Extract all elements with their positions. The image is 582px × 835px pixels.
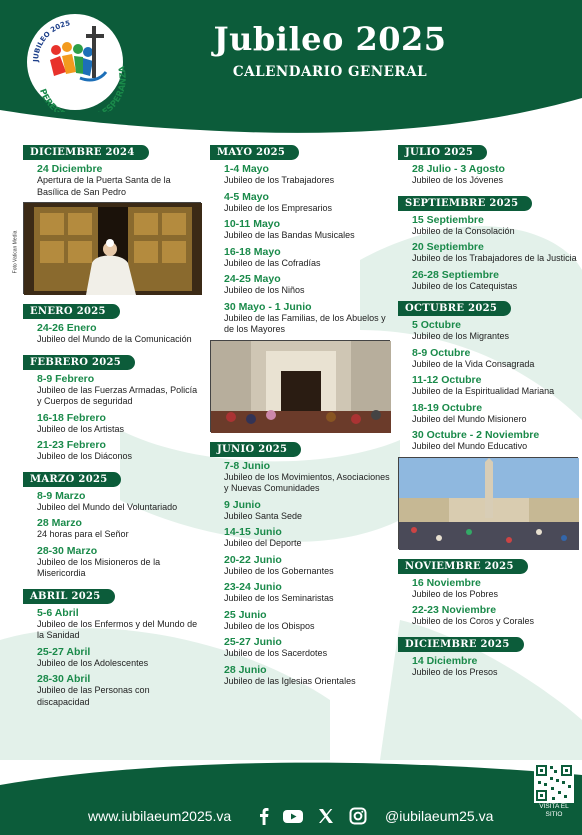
instagram-icon[interactable] [348, 806, 368, 826]
event-description: Jubileo de los Niños [224, 285, 305, 295]
event-date: 16-18 Mayo [224, 245, 281, 258]
event-item [37, 517, 201, 541]
event-item [37, 322, 201, 346]
event-item [37, 545, 201, 580]
month-header: MARZO 2025 [23, 472, 121, 487]
month-header: NOVIEMBRE 2025 [398, 559, 528, 574]
event-item [412, 577, 578, 601]
event-description: Jubileo de los Movimientos, Asociaciones y Nuevas Comunidades [224, 471, 390, 493]
event-item [412, 241, 578, 265]
event-date: 30 Octubre - 2 Noviembre [412, 429, 540, 441]
event-description: Jubileo de los Coros y Corales [412, 616, 535, 626]
event-date: 4-5 Mayo [224, 190, 269, 203]
month-header: DICIEMBRE 2024 [23, 145, 149, 160]
event-date: 28 Julio - 3 Agosto [412, 163, 505, 175]
event-description: Jubileo de las Cofradías [224, 257, 321, 268]
event-date: 14 Diciembre [412, 654, 478, 667]
event-date: 14-15 Junio [224, 526, 282, 538]
event-date: 8-9 Octubre [412, 346, 471, 359]
event-item [224, 273, 390, 297]
event-date: 20 Septiembre [412, 241, 484, 253]
event-description: Jubileo de los Trabajadores de la Justicia [412, 253, 577, 263]
event-date: 28 Marzo [37, 517, 82, 529]
month-header: DICIEMBRE 2025 [398, 637, 524, 652]
event-item [224, 460, 390, 495]
event-date: 26-28 Septiembre [412, 268, 499, 281]
visit-line-2: SITIO [545, 811, 563, 818]
event-item [224, 191, 390, 215]
event-item [412, 319, 578, 343]
event-item [224, 301, 390, 336]
event-date: 24-25 Mayo [224, 273, 281, 285]
event-date: 9 Junio [224, 498, 261, 511]
photo-st-peters-square [398, 457, 578, 549]
event-description: Jubileo de los Obispos [224, 620, 315, 631]
event-item [224, 664, 390, 688]
event-item [224, 636, 390, 660]
event-description: Jubileo del Mundo Educativo [412, 441, 528, 451]
event-description: Jubileo de los Seminaristas [224, 593, 334, 603]
event-item [37, 163, 201, 198]
event-description: Jubileo de los Artistas [37, 423, 125, 434]
event-item [37, 673, 201, 708]
event-date: 23-24 Junio [224, 581, 282, 593]
event-description: Apertura de la Puerta Santa de la Basílica de San Pedro [37, 175, 171, 197]
event-item [412, 374, 578, 398]
event-description: Jubileo de las Personas con discapacidad [37, 685, 150, 707]
event-description: Jubileo de los Gobernantes [224, 565, 334, 576]
page-subtitle: CALENDARIO GENERAL [232, 64, 428, 80]
event-item [412, 429, 578, 453]
event-description: Jubileo de la Consolación [412, 225, 515, 236]
event-description: Jubileo de los Jóvenes [412, 175, 504, 185]
photo-holy-door [12, 202, 201, 294]
event-date: 1-4 Mayo [224, 163, 269, 175]
event-item [412, 214, 578, 238]
event-description: Jubileo de los Enfermos y del Mundo de la Sanidad [37, 618, 198, 640]
month-header: MAYO 2025 [210, 145, 299, 160]
event-date: 16-18 Febrero [37, 411, 106, 424]
event-date: 11-12 Octubre [412, 374, 482, 386]
event-date: 15 Septiembre [412, 213, 484, 226]
column-3 [398, 140, 578, 682]
event-date: 20-22 Junio [224, 553, 282, 566]
event-item [37, 373, 201, 408]
event-date: 24 Diciembre [37, 163, 103, 175]
event-date: 8-9 Marzo [37, 489, 86, 502]
event-date: 21-23 Febrero [37, 439, 106, 451]
facebook-icon[interactable] [254, 806, 274, 826]
event-date: 5-6 Abril [37, 606, 79, 619]
event-description: Jubileo de los Adolescentes [37, 657, 149, 668]
event-date: 18-19 Octubre [412, 401, 483, 414]
event-description: Jubileo del Mundo de la Comunicación [37, 334, 192, 344]
event-item [224, 581, 390, 605]
event-item [37, 412, 201, 436]
event-date: 22-23 Noviembre [412, 604, 497, 616]
event-item [412, 604, 578, 628]
youtube-icon[interactable] [282, 806, 304, 826]
social-handle[interactable]: @iubilaeum25.va [385, 808, 494, 824]
event-item [224, 218, 390, 242]
event-description: Jubileo de los Misioneros de la Misericordia [37, 556, 161, 578]
event-item [412, 655, 578, 679]
photo-credit: Foto Vatican Media [12, 230, 19, 274]
qr-code-icon[interactable] [534, 763, 574, 803]
event-item [37, 607, 201, 642]
event-description: Jubileo de los Migrantes [412, 331, 510, 341]
event-date: 25-27 Junio [224, 636, 282, 648]
event-item [224, 163, 390, 187]
month-header: ABRIL 2025 [23, 589, 115, 604]
event-date: 8-9 Febrero [37, 372, 95, 385]
month-header: ENERO 2025 [23, 304, 120, 319]
event-date: 28 Junio [224, 663, 267, 676]
visit-site-label [528, 803, 580, 819]
event-item [37, 439, 201, 463]
event-description: Jubileo de las Familias, de los Abuelos y de los Mayores [224, 312, 386, 334]
event-description: Jubileo del Mundo Misionero [412, 413, 527, 424]
event-item [412, 402, 578, 426]
column-2 [210, 140, 390, 691]
visit-line-1: VISITA EL [539, 803, 569, 810]
event-date: 25-27 Abril [37, 645, 91, 658]
photo-basilica-interior [210, 340, 390, 432]
x-icon[interactable] [316, 806, 336, 826]
month-header: JULIO 2025 [398, 145, 487, 160]
month-header: OCTUBRE 2025 [398, 301, 511, 316]
page-title: Jubileo 2025 [213, 20, 447, 58]
month-header: FEBRERO 2025 [23, 355, 135, 370]
event-description: 24 horas para el Señor [37, 529, 129, 539]
month-header: JUNIO 2025 [210, 442, 301, 457]
event-item [412, 269, 578, 293]
event-description: Jubileo de los Empresarios [224, 202, 333, 213]
event-date: 24-26 Enero [37, 322, 97, 334]
event-description: Jubileo de las Bandas Musicales [224, 230, 355, 240]
event-description: Jubileo de los Diáconos [37, 451, 133, 461]
event-description: Jubileo del Mundo del Voluntariado [37, 501, 178, 512]
event-item [224, 554, 390, 578]
event-date: 16 Noviembre [412, 576, 481, 589]
month-header: SEPTIEMBRE 2025 [398, 196, 532, 211]
event-item [412, 163, 578, 187]
svg-text:JUBILEO 2025: JUBILEO 2025 [31, 19, 71, 63]
event-date: 30 Mayo - 1 Junio [224, 300, 312, 313]
event-description: Jubileo de la Espiritualidad Mariana [412, 386, 555, 396]
website-link[interactable]: www.iubilaeum2025.va [88, 808, 232, 824]
event-description: Jubileo del Deporte [224, 538, 302, 548]
event-description: Jubileo de las Fuerzas Armadas, Policía y Cuerpos de seguridad [37, 384, 198, 406]
event-description: Jubileo de los Presos [412, 666, 498, 677]
event-item [37, 646, 201, 670]
event-date: 10-11 Mayo [224, 218, 281, 230]
event-item [224, 609, 390, 633]
column-1 [12, 140, 201, 712]
event-description: Jubileo de los Catequistas [412, 280, 518, 291]
event-description: Jubileo de las Iglesias Orientales [224, 675, 356, 686]
event-item [412, 347, 578, 371]
jubilee-logo [20, 12, 130, 112]
event-item [224, 246, 390, 270]
event-item [224, 526, 390, 550]
event-date: 5 Octubre [412, 319, 462, 331]
event-date: 28-30 Marzo [37, 544, 98, 557]
event-description: Jubileo de la Vida Consagrada [412, 358, 535, 369]
event-description: Jubileo de los Pobres [412, 588, 499, 599]
event-description: Jubileo de los Trabajadores [224, 175, 335, 185]
event-date: 25 Junio [224, 608, 267, 621]
event-date: 7-8 Junio [224, 459, 271, 472]
event-date: 28-30 Abril [37, 673, 91, 685]
svg-text:PEREGRINOS DE ESPERANZA: PEREG ESPERANZA [37, 64, 129, 112]
event-description: Jubileo de los Sacerdotes [224, 648, 328, 658]
event-description: Jubileo Santa Sede [224, 510, 303, 521]
event-item [224, 499, 390, 523]
event-item [37, 490, 201, 514]
